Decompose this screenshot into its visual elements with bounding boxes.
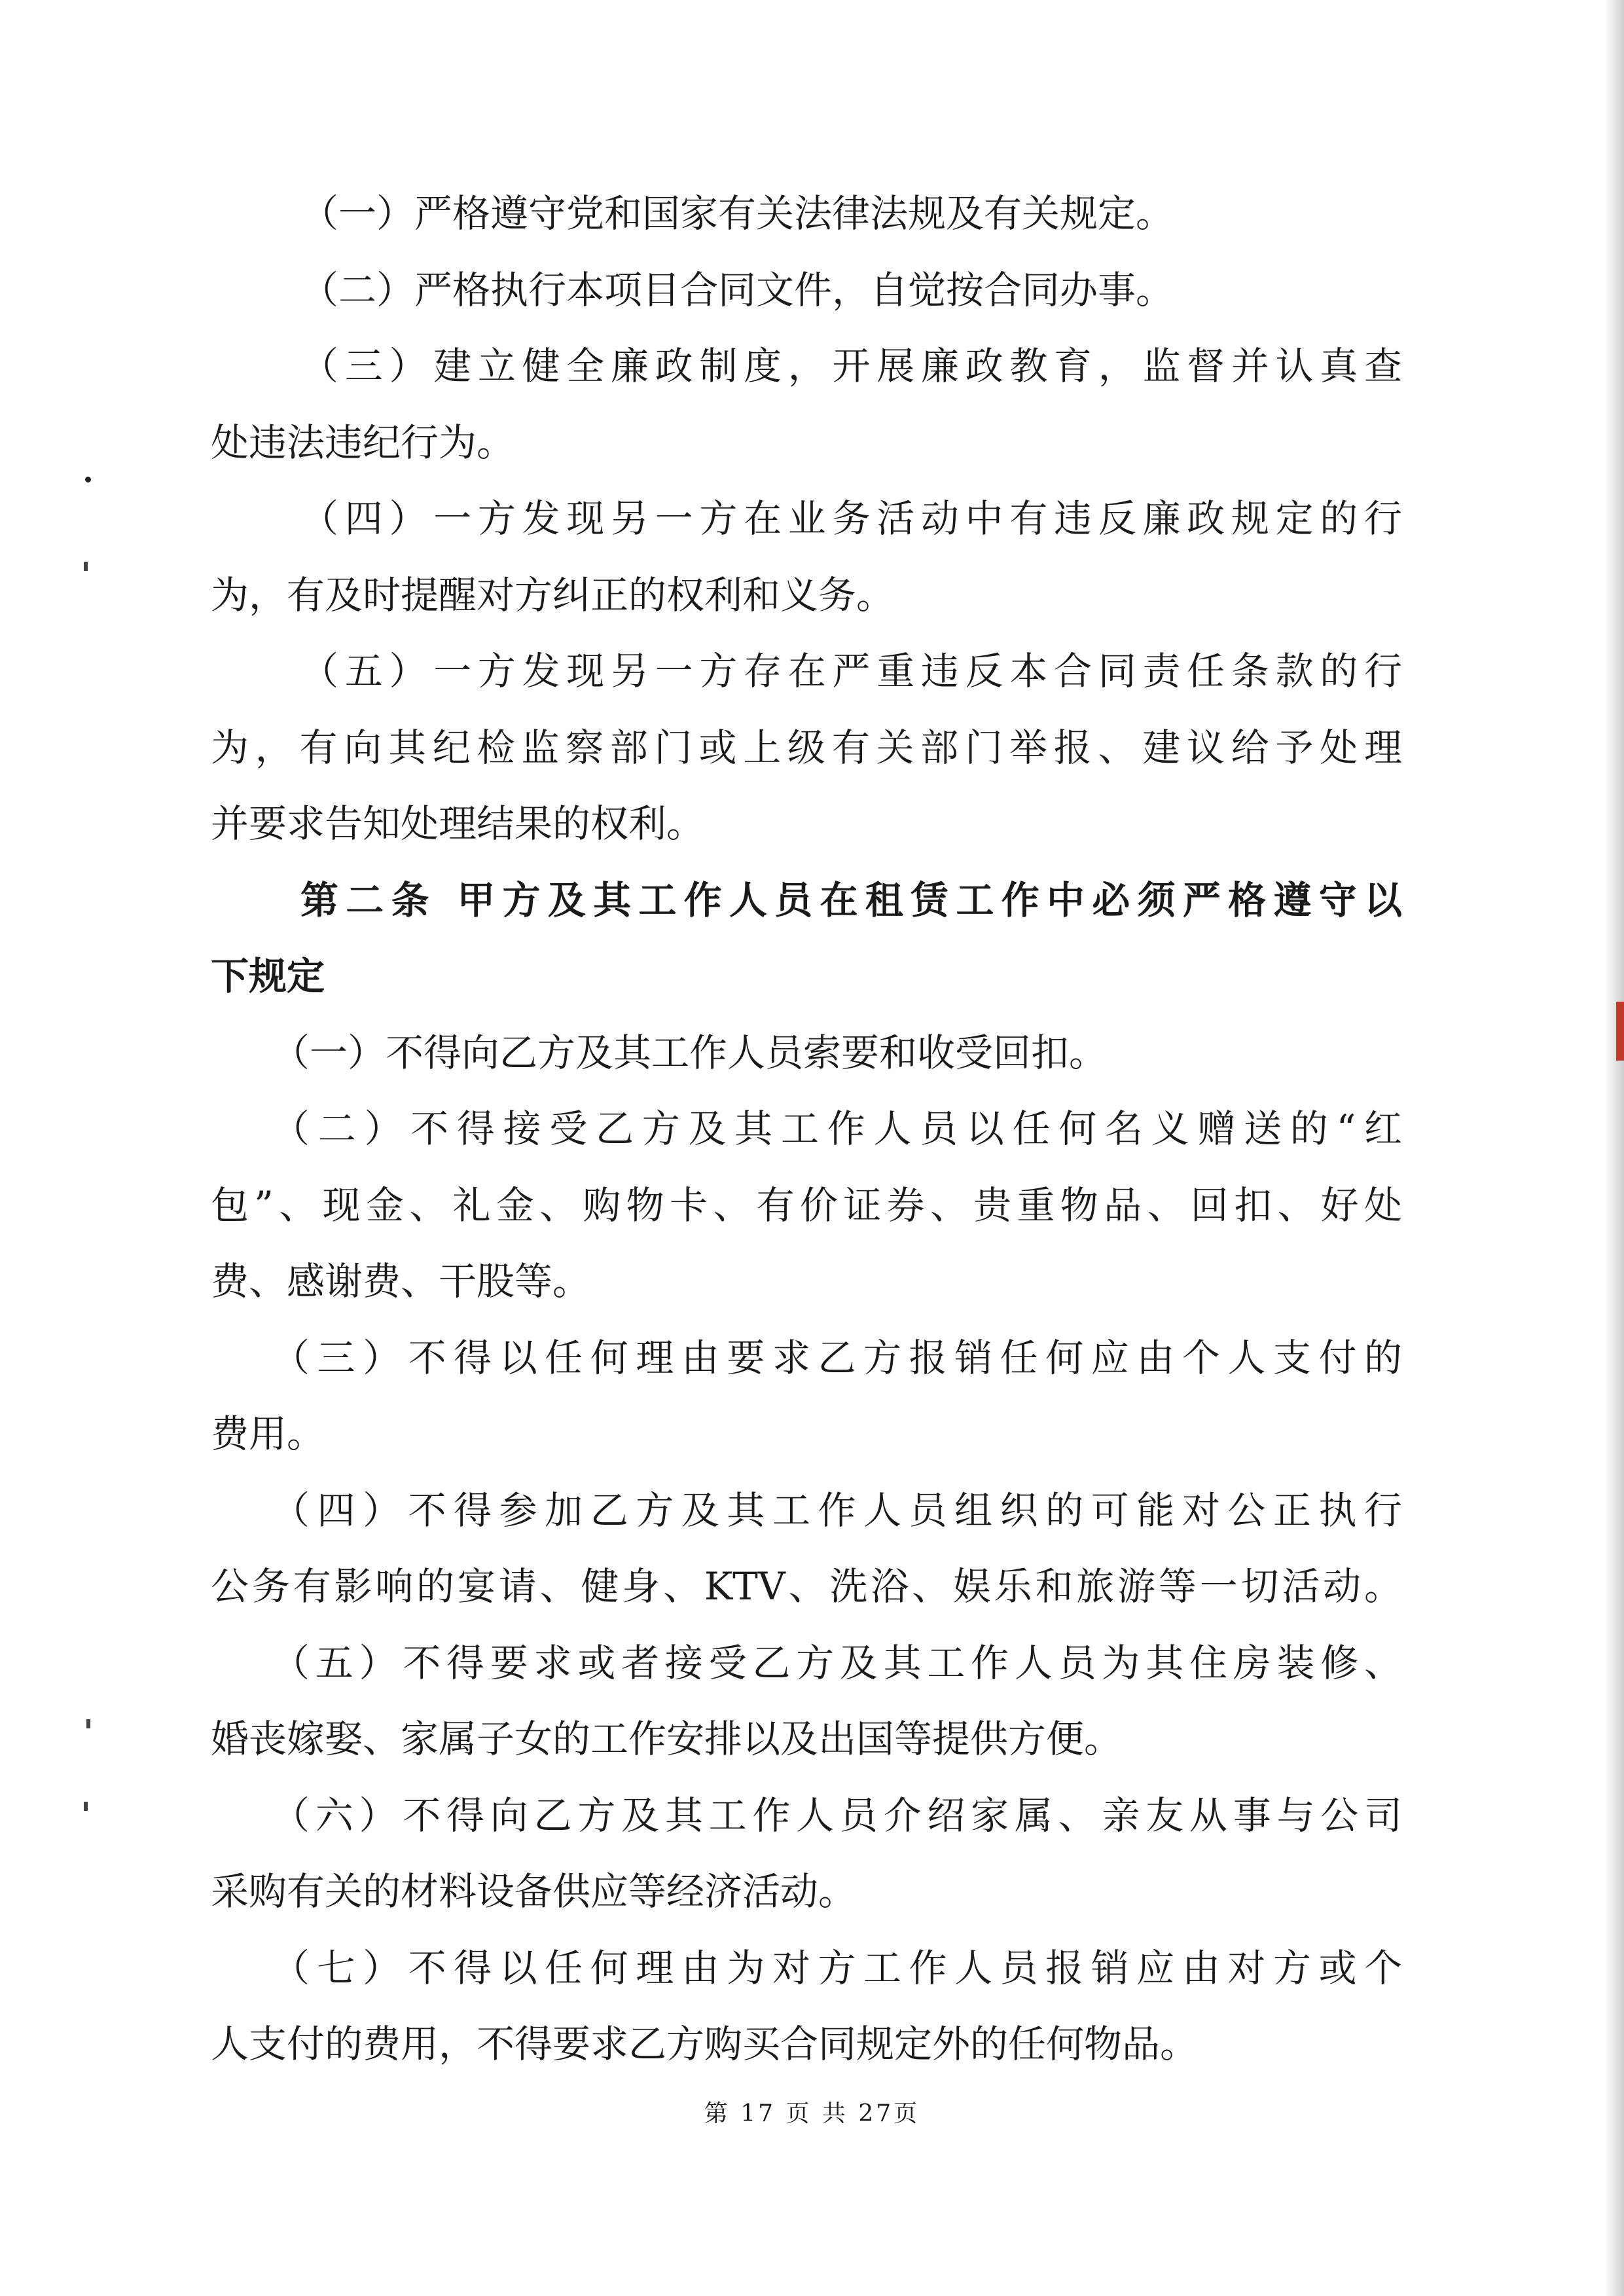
text-line: 并要求告知处理结果的权利。	[211, 801, 705, 846]
text-line: 婚丧嫁娶、家属子女的工作安排以及出国等提供方便。	[211, 1717, 1123, 1761]
text-line: （三）不得以任何理由要求乙方报销任何应由个人支付的	[272, 1335, 1402, 1380]
section-heading-continued: 下规定	[211, 954, 325, 998]
margin-tick	[84, 562, 88, 571]
text-line: （二）严格执行本项目合同文件，自觉按合同办事。	[300, 267, 1174, 312]
text-line: （一）不得向乙方及其工作人员索要和收受回扣。	[272, 1030, 1108, 1075]
text-line: 处违法违纪行为。	[211, 420, 515, 465]
text-line: 费用。	[211, 1412, 325, 1456]
section-heading: 第二条 甲方及其工作人员在租赁工作中必须严格遵守以	[300, 877, 1402, 922]
text-line: （一）严格遵守党和国家有关法律法规及有关规定。	[300, 191, 1174, 236]
text-line: （五）一方发现另一方存在严重违反本合同责任条款的行	[300, 649, 1402, 693]
text-line: （四）不得参加乙方及其工作人员组织的可能对公正执行	[272, 1487, 1402, 1533]
margin-tick	[86, 1719, 90, 1728]
margin-tick	[84, 1802, 88, 1811]
page-number: 第 17 页 共 27页	[704, 2100, 920, 2127]
text-line: 为，有及时提醒对方纠正的权利和义务。	[211, 572, 895, 617]
text-line: 公务有影响的宴请、健身、KTV、洗浴、娱乐和旅游等一切活动。	[211, 1564, 1402, 1609]
text-line: 为，有向其纪检监察部门或上级有关部门举报、建议给予处理	[211, 725, 1402, 770]
text-line: 人支付的费用，不得要求乙方购买合同规定外的任何物品。	[211, 2022, 1199, 2066]
text-line: （二）不得接受乙方及其工作人员以任何名义赠送的“红	[272, 1106, 1402, 1151]
text-line: 费、感谢费、干股等。	[211, 1259, 591, 1303]
text-line: 采购有关的材料设备供应等经济活动。	[211, 1869, 857, 1914]
text-line: （三）建立健全廉政制度，开展廉政教育，监督并认真查	[300, 344, 1402, 388]
text-line: （六）不得向乙方及其工作人员介绍家属、亲友从事与公司	[272, 1793, 1402, 1838]
text-line: （七）不得以任何理由为对方工作人员报销应由对方或个	[272, 1945, 1402, 1990]
text-line: （四）一方发现另一方在业务活动中有违反廉政规定的行	[300, 496, 1402, 541]
text-line: 包”、现金、礼金、购物卡、有价证券、贵重物品、回扣、好处	[211, 1182, 1402, 1228]
text-line: （五）不得要求或者接受乙方及其工作人员为其住房装修、	[272, 1640, 1402, 1685]
scan-edge-shadow	[1604, 0, 1624, 2296]
scan-edge-mark	[1616, 1002, 1624, 1061]
margin-dot	[85, 477, 91, 483]
document-body	[211, 175, 1402, 2083]
